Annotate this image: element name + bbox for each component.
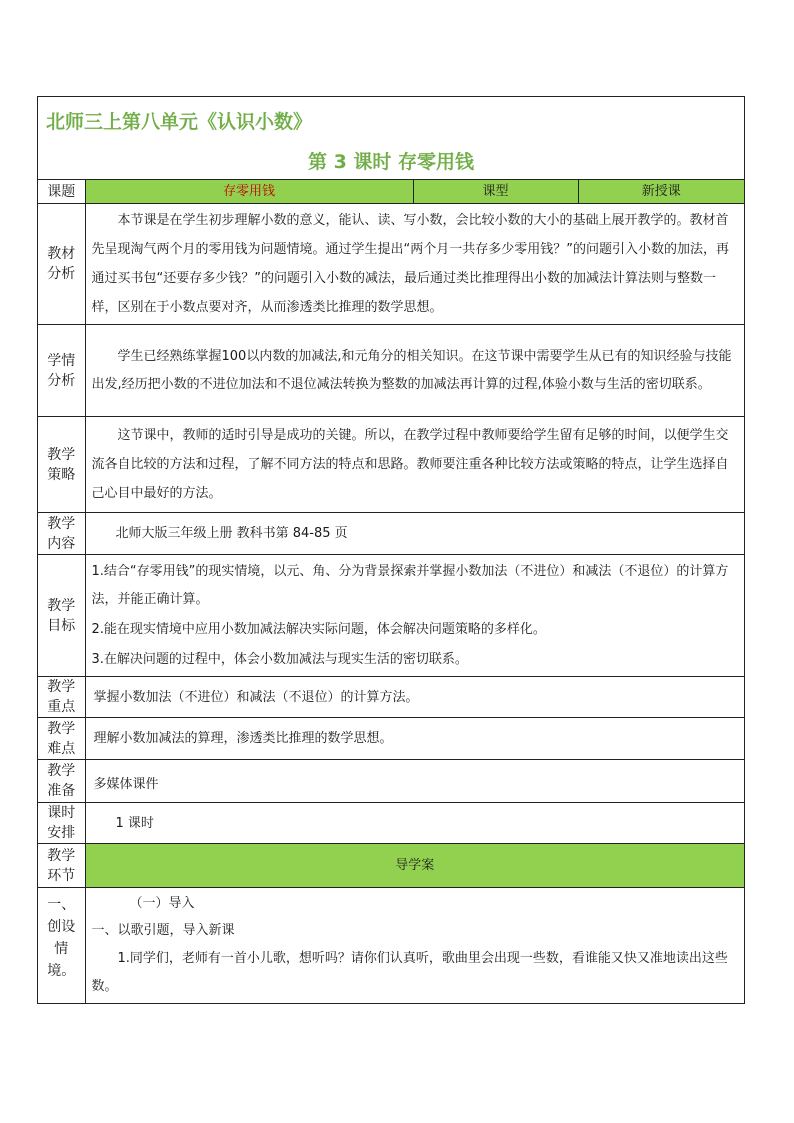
teaching-goals-cell — [85, 555, 744, 677]
schedule-label: 课时 安排 — [38, 803, 85, 844]
goal-2: 2.能在现实情境中应用小数加减法解决实际问题，体会解决问题策略的多样化。 — [91, 621, 546, 637]
difficult-points-row — [38, 718, 744, 760]
schedule-row — [38, 803, 744, 844]
teaching-content-row — [38, 513, 744, 555]
topic-value: 存零用钱 — [85, 180, 413, 204]
difficult-points-text: 理解小数加减法的算理，渗透类比推理的数学思想。 — [85, 718, 744, 760]
topic-label: 课题 — [38, 180, 85, 204]
schedule-text: 1 课时 — [85, 803, 744, 844]
teaching-goals-label: 教学 目标 — [38, 555, 85, 677]
process-header-text: 导学案 — [85, 844, 744, 888]
teaching-strategy-text: 这节课中，教师的适时引导是成功的关键。所以，在教学过程中教师要给学生留有足够的时间，以便学生交流各自比较的方法和过程，了解不同方法的特点和思路。教师要注重各种比较方法或策略的特点，让学生选择自己心目中最好的方法。 — [91, 428, 729, 501]
teaching-goals-row — [38, 555, 744, 677]
process-header-label: 教学 环节 — [38, 844, 85, 888]
preparation-text: 多媒体课件 — [85, 760, 744, 803]
student-analysis-label: 学情 分析 — [38, 325, 85, 417]
key-points-text: 掌握小数加法（不进位）和减法（不退位）的计算方法。 — [85, 677, 744, 718]
teaching-content-label: 教学 内容 — [38, 513, 85, 555]
lesson-title: 第 3 课时 存零用钱 — [307, 151, 475, 173]
section-one-subheading: 一、以歌引题，导入新课 — [91, 923, 235, 938]
section-one-paragraph: 1.同学们，老师有一首小儿歌，想听吗？请你们认真听，歌曲里会出现一些数，看谁能又快又准地读出这些数。 — [91, 951, 728, 994]
lesson-type-label: 课型 — [413, 180, 578, 204]
key-points-row — [38, 677, 744, 718]
lesson-header — [38, 97, 744, 180]
teaching-strategy-cell — [85, 417, 744, 513]
section-one-cell — [85, 888, 744, 1004]
textbook-analysis-label: 教材 分析 — [38, 204, 85, 325]
teaching-strategy-row — [38, 417, 744, 513]
goal-1: 1.结合“存零用钱”的现实情境，以元、角、分为背景探索并掌握小数加法（不进位）和减法（不退位）的计算方法，并能正确计算。 — [91, 563, 729, 607]
lesson-plan-table — [38, 180, 744, 1003]
textbook-analysis-row — [38, 204, 744, 325]
teaching-strategy-label: 教学 策略 — [38, 417, 85, 513]
key-points-label: 教学 重点 — [38, 677, 85, 718]
section-one-heading: （一）导入 — [129, 896, 195, 911]
unit-title: 北师三上第八单元《认识小数》 — [46, 111, 313, 133]
lesson-plan-sheet — [37, 96, 745, 1004]
process-header-row — [38, 844, 744, 888]
lesson-type-value: 新授课 — [578, 180, 744, 204]
textbook-analysis-cell — [85, 204, 744, 325]
section-one-label: 一、 创设 情 境。 — [38, 888, 85, 1004]
section-one-row — [38, 888, 744, 1004]
preparation-label: 教学 准备 — [38, 760, 85, 803]
student-analysis-row — [38, 325, 744, 417]
preparation-row — [38, 760, 744, 803]
topic-row — [38, 180, 744, 204]
student-analysis-text: 学生已经熟练掌握100以内数的加减法,和元角分的相关知识。在这节课中需要学生从已有的知识经验与技能出发,经历把小数的不进位加法和不退位减法转换为整数的加减法再计算的过程,体验小数与生活的密切联系。 — [91, 348, 732, 392]
goal-3: 3.在解决问题的过程中，体会小数加减法与现实生活的密切联系。 — [91, 651, 468, 667]
textbook-analysis-text: 本节课是在学生初步理解小数的意义，能认、读、写小数，会比较小数的大小的基础上展开教学的。教材首先呈现淘气两个月的零用钱为问题情境。通过学生提出“两个月一共存多少零用钱？”的问题引入小数的加法，再通过买书包“还要存多少钱？”的问题引入小数的减法，最后通过类比推理得出小数的加减法计算法则与整数一样，区别在于小数点要对齐，从而渗透类比推理的数学思想。 — [91, 213, 729, 315]
difficult-points-label: 教学 难点 — [38, 718, 85, 760]
teaching-content-text: 北师大版三年级上册 教科书第 84-85 页 — [85, 513, 744, 555]
student-analysis-cell — [85, 325, 744, 417]
